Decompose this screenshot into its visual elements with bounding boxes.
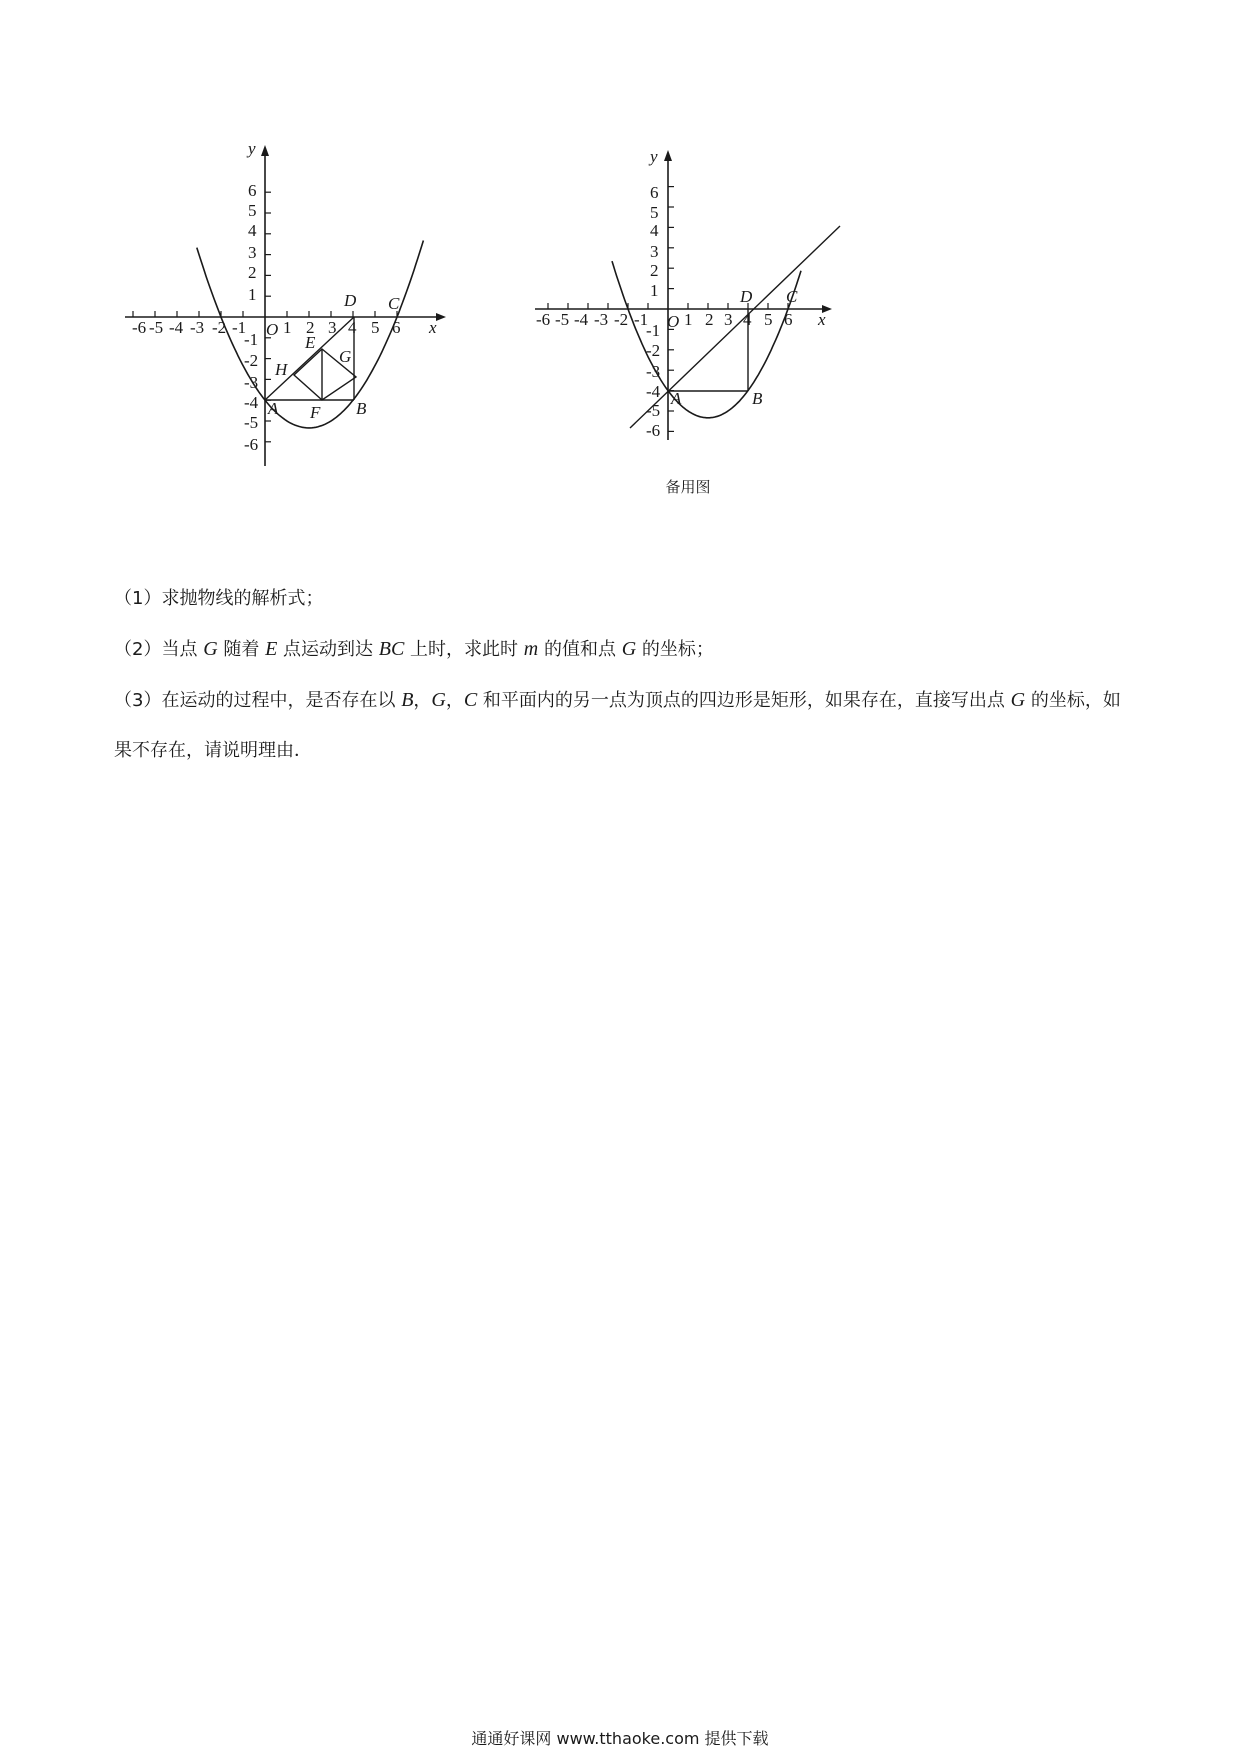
fig1-xtick-neg2: -2 <box>212 318 227 337</box>
q3-text-5: 的坐标，如果不存在，请说明理由． <box>114 690 1121 761</box>
fig1-xtick-2: 2 <box>306 318 315 337</box>
q2-text-2: 随着 <box>217 639 266 660</box>
fig2-xtick-neg4: -4 <box>574 310 589 329</box>
q2-var-BC: BC <box>378 638 405 660</box>
figure-2 <box>535 147 840 440</box>
fig1-point-C: C <box>388 294 400 313</box>
fig1-origin-label: O <box>266 320 279 339</box>
fig1-xtick-neg4: -4 <box>169 318 184 337</box>
fig1-ytick-1: 1 <box>248 285 257 304</box>
q2-var-G2: G <box>621 638 637 660</box>
fig1-ytick-6: 6 <box>248 181 257 200</box>
q2-var-G: G <box>203 638 218 660</box>
fig1-ytick-2: 2 <box>248 263 257 282</box>
fig1-xtick-neg5: -5 <box>149 318 164 337</box>
fig2-y-arrow <box>664 150 672 161</box>
fig1-ytick-neg3: -3 <box>244 373 259 392</box>
fig2-ytick-3: 3 <box>650 242 659 261</box>
fig2-xtick-1: 1 <box>684 310 693 329</box>
question-1: （1）求抛物线的解析式； <box>114 588 324 609</box>
q2-var-E: E <box>265 638 278 660</box>
fig1-ytick-neg5: -5 <box>244 413 259 432</box>
fig2-xtick-neg2: -2 <box>614 310 629 329</box>
fig2-xtick-2: 2 <box>705 310 714 329</box>
fig2-origin-label: O <box>667 312 680 331</box>
fig1-ytick-3: 3 <box>248 243 257 262</box>
fig2-ytick-1: 1 <box>650 281 659 300</box>
q3-text-1: （3）在运动的过程中，是否存在以 <box>114 690 402 711</box>
fig1-x-arrow <box>436 313 446 321</box>
fig2-xtick-neg6: -6 <box>536 310 551 329</box>
fig2-point-B: B <box>752 389 763 408</box>
q2-text-1: （2）当点 <box>114 639 204 660</box>
page-footer: 通通好课网 www.tthaoke.com 提供下载 <box>471 1729 769 1748</box>
fig2-xtick-4: 4 <box>743 310 752 329</box>
fig2-xtick-3: 3 <box>724 310 733 329</box>
question-3 <box>114 675 1124 776</box>
fig2-parabola <box>612 261 801 418</box>
fig1-ytick-4: 4 <box>248 221 257 240</box>
fig1-xtick-5: 5 <box>371 318 380 337</box>
fig2-xtick-neg5: -5 <box>555 310 570 329</box>
fig2-ytick-5: 5 <box>650 203 659 222</box>
fig1-y-axis-label: y <box>248 139 256 158</box>
fig2-ytick-6: 6 <box>650 183 659 202</box>
fig2-ytick-2: 2 <box>650 261 659 280</box>
figure-2-caption: 备用图 <box>665 478 711 496</box>
q3-var-B: B <box>401 689 414 711</box>
fig2-xtick-5: 5 <box>764 310 773 329</box>
fig2-ytick-neg3: -3 <box>646 362 661 381</box>
fig1-ytick-neg4: -4 <box>244 393 259 412</box>
fig2-ytick-neg2: -2 <box>646 341 661 360</box>
fig1-xtick-3: 3 <box>328 318 337 337</box>
fig2-xtick-neg3: -3 <box>594 310 609 329</box>
fig2-point-C: C <box>786 287 798 306</box>
q3-text-3: ， <box>445 690 464 711</box>
fig2-ytick-neg4: -4 <box>646 382 661 401</box>
fig1-xtick-1: 1 <box>283 318 292 337</box>
fig2-ytick-neg5: -5 <box>646 401 661 420</box>
fig1-xtick-neg3: -3 <box>190 318 205 337</box>
fig2-x-axis-label: x <box>818 310 826 329</box>
fig2-xtick-neg1: -1 <box>634 310 649 329</box>
q2-text-5: 的值和点 <box>538 639 622 660</box>
q3-text-2: ， <box>413 690 432 711</box>
fig1-point-E: E <box>305 333 316 352</box>
fig1-xtick-neg1: -1 <box>232 318 247 337</box>
question-2 <box>114 624 1124 675</box>
figure-area <box>0 0 1240 524</box>
q3-text-4: 和平面内的另一点为顶点的四边形是矩形，如果存在，直接写出点 <box>477 690 1011 711</box>
fig2-ytick-neg1: -1 <box>646 321 661 340</box>
fig1-ytick-neg2: -2 <box>244 351 259 370</box>
q2-text-6: 的坐标； <box>636 639 714 660</box>
figure-1 <box>125 139 446 466</box>
fig1-xtick-4: 4 <box>348 318 357 337</box>
fig2-xtick-6: 6 <box>784 310 793 329</box>
q2-text-3: 点运动到达 <box>277 639 379 660</box>
fig2-y-axis-label: y <box>650 147 658 166</box>
fig1-point-B: B <box>356 399 367 418</box>
question-list <box>114 574 1124 776</box>
fig1-xtick-6: 6 <box>392 318 401 337</box>
fig2-line-AD <box>630 226 840 428</box>
fig1-point-D: D <box>344 291 357 310</box>
fig2-ytick-4: 4 <box>650 221 659 240</box>
fig1-x-axis-label: x <box>429 318 437 337</box>
fig1-point-A: A <box>268 399 279 418</box>
coordinate-figures <box>0 0 1240 520</box>
fig2-ytick-neg6: -6 <box>646 421 661 440</box>
fig1-xtick-neg6: -6 <box>132 318 147 337</box>
fig2-point-D: D <box>740 287 753 306</box>
fig1-ytick-5: 5 <box>248 201 257 220</box>
q2-text-4: 上时，求此时 <box>404 639 524 660</box>
q3-var-C: C <box>463 689 478 711</box>
fig1-point-H: H <box>275 360 288 379</box>
fig2-point-A: A <box>671 389 682 408</box>
fig1-ytick-neg6: -6 <box>244 435 259 454</box>
q3-var-G: G <box>431 689 446 711</box>
q2-var-m: m <box>523 638 539 660</box>
fig1-point-F: F <box>310 403 321 422</box>
fig1-point-G: G <box>339 347 352 366</box>
q3-var-G2: G <box>1010 689 1026 711</box>
fig1-y-arrow <box>261 145 269 156</box>
fig1-ytick-neg1: -1 <box>244 330 259 349</box>
